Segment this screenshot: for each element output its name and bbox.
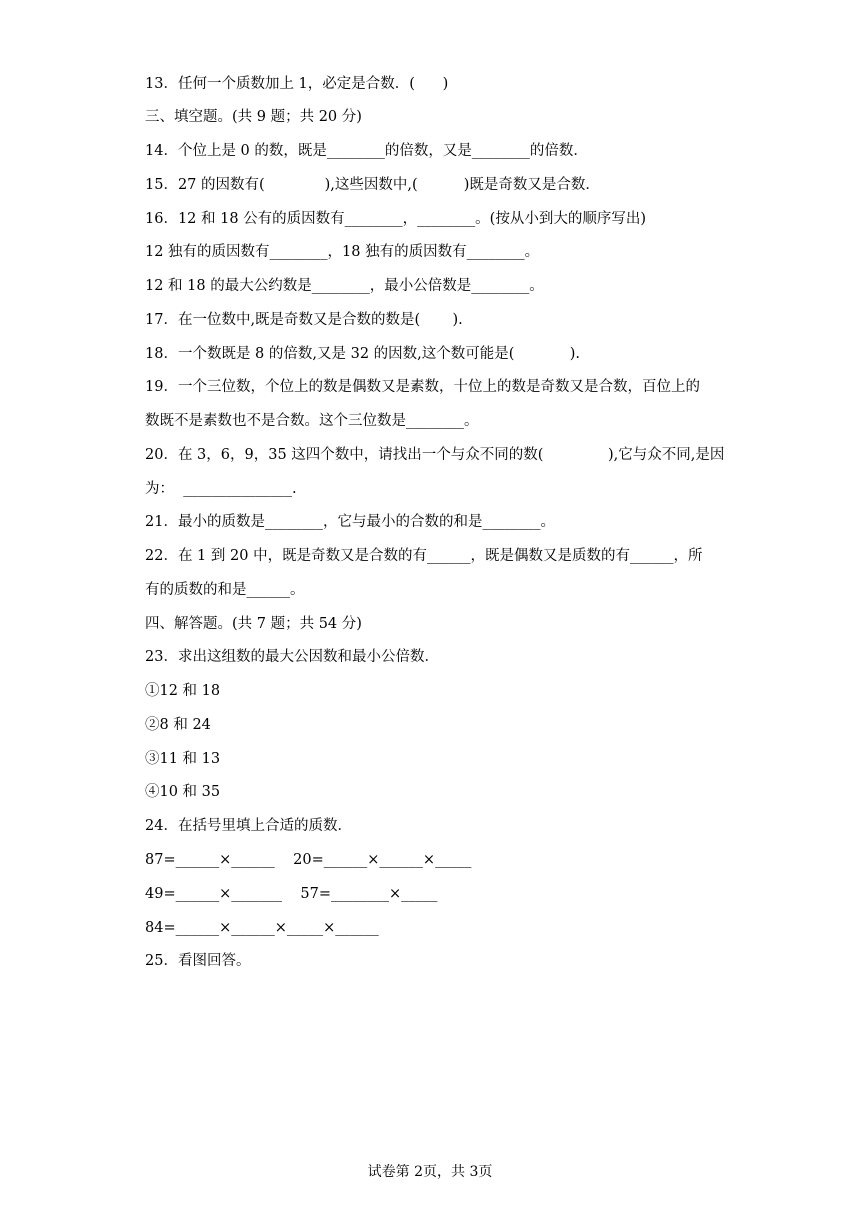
section-heading-solve: 四、解答题。(共 7 题；共 54 分) [145, 616, 362, 632]
question-16-line-3: 12 和 18 的最大公约数是________，最小公倍数是________。 [145, 278, 544, 294]
question-24-row-2: 49=______×_______ 57=________×_____ [145, 886, 438, 902]
question-23-item-3: ③11 和 13 [145, 751, 221, 767]
question-20-line-2: 为： _______________. [145, 481, 297, 497]
question-23: 23．求出这组数的最大公因数和最小公倍数． [145, 649, 439, 665]
question-25: 25．看图回答。 [145, 953, 251, 969]
question-22-line-2: 有的质数的和是______。 [145, 582, 305, 598]
question-13: 13．任何一个质数加上 1，必定是合数．( ) [145, 76, 449, 92]
question-23-item-2: ②8 和 24 [145, 717, 211, 733]
question-23-item-1: ①12 和 18 [145, 683, 221, 699]
question-24-row-3: 84=______×______×_____×______ [145, 920, 379, 936]
question-14: 14．个位上是 0 的数，既是________的倍数，又是________的倍数． [145, 143, 588, 159]
question-21: 21．最小的质数是________，它与最小的合数的和是________。 [145, 514, 555, 530]
question-16-line-2: 12 独有的质因数有________，18 独有的质因数有________。 [145, 244, 540, 260]
question-22: 22．在 1 到 20 中，既是奇数又是合数的有______，既是偶数又是质数的有______，所 [145, 548, 703, 564]
question-20: 20．在 3，6，9，35 这四个数中，请找出一个与众不同的数( ),它与众不同,是因 [145, 447, 725, 463]
question-17: 17．在一位数中,既是奇数又是合数的数是( ). [145, 312, 463, 328]
question-23-item-4: ④10 和 35 [145, 784, 221, 800]
question-18: 18．一个数既是 8 的倍数,又是 32 的因数,这个数可能是( ). [145, 346, 581, 362]
question-19-line-2: 数既不是素数也不是合数。这个三位数是________。 [145, 413, 479, 429]
question-15: 15．27 的因数有( ),这些因数中,( )既是奇数又是合数． [145, 177, 600, 193]
section-heading-fill-in: 三、填空题。(共 9 题；共 20 分) [145, 109, 362, 125]
question-19: 19．一个三位数，个位上的数是偶数又是素数，十位上的数是奇数又是合数，百位上的 [145, 379, 700, 395]
page-footer: 试卷第 2页，共 3页 [367, 1164, 493, 1180]
question-24-row-1: 87=______×______ 20=______×______×_____ [145, 852, 472, 868]
question-16: 16．12 和 18 公有的质因数有________，________。(按从小到大的顺序写出) [145, 211, 646, 227]
question-24: 24．在括号里填上合适的质数． [145, 818, 352, 834]
